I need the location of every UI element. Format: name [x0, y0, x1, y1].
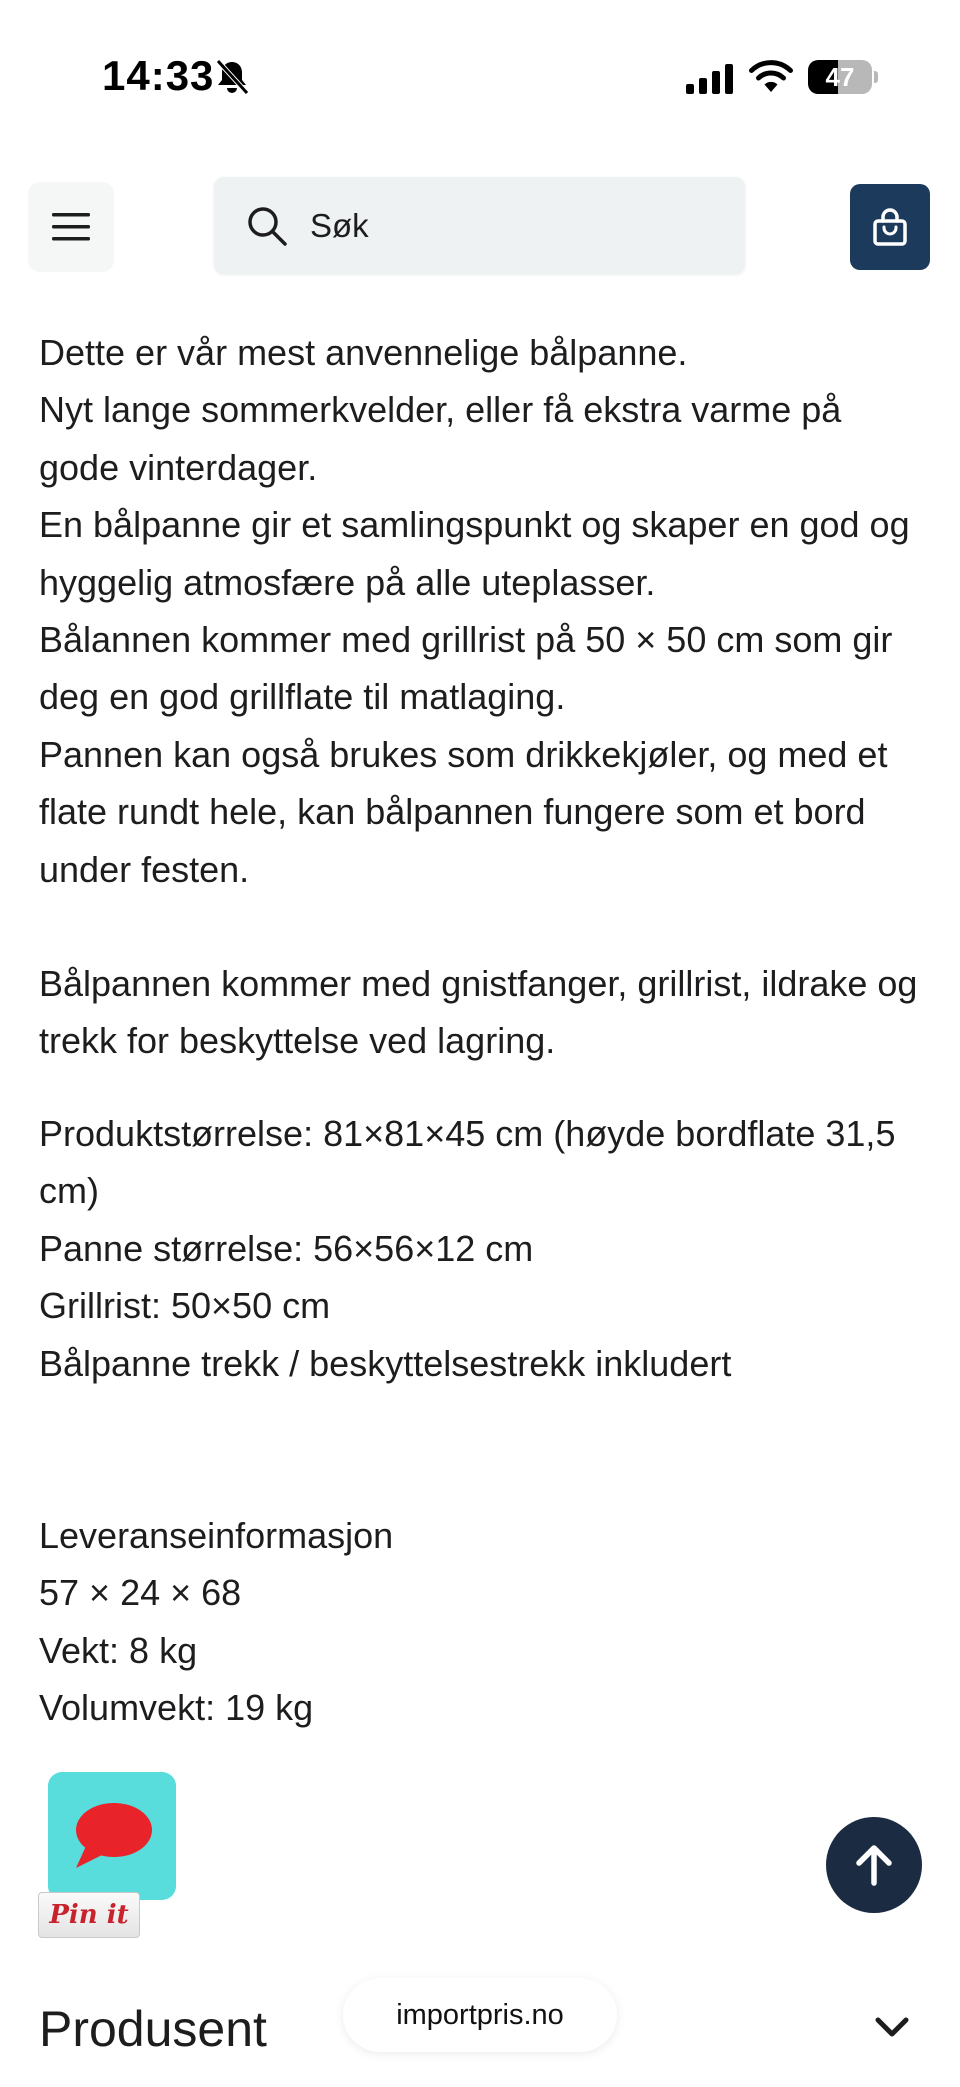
status-time: 14:33	[102, 52, 215, 99]
arrow-up-icon	[854, 1843, 894, 1887]
cart-button[interactable]	[850, 184, 930, 270]
spec-line: Produktstørrelse: 81×81×45 cm (høyde bordflate 31,5 cm)	[39, 1112, 896, 1212]
cellular-signal-icon	[686, 64, 734, 94]
chat-widget-button[interactable]	[48, 1772, 176, 1900]
hamburger-menu-icon	[52, 211, 90, 243]
search-input[interactable]	[310, 177, 710, 274]
delivery-info	[39, 1507, 929, 1737]
battery-cap	[874, 71, 878, 83]
product-description	[39, 324, 929, 1737]
chat-bubble-icon	[70, 1798, 154, 1874]
delivery-line: Leveranseinformasjon	[39, 1514, 394, 1556]
menu-button[interactable]	[28, 182, 114, 272]
spec-line: Panne størrelse: 56×56×12 cm	[39, 1227, 534, 1269]
spacer	[39, 898, 929, 955]
delivery-line: 57 × 24 × 68	[39, 1572, 242, 1614]
description-line: En bålpanne gir et samlingspunkt og skaper en god og hyggelig atmosfære på alle uteplasser.	[39, 504, 910, 603]
accordion-produsent-title[interactable]: Produsent	[39, 2001, 267, 2057]
description-line: Bålannen kommer med grillrist på 50 × 50 cm som gir deg en god grillflate til matlaging.	[39, 619, 893, 718]
spec-line: Bålpanne trekk / beskyttelsestrekk inkludert	[39, 1342, 732, 1384]
battery-level: 47	[825, 62, 855, 92]
bell-muted-icon	[214, 58, 250, 96]
shopping-bag-icon	[872, 207, 908, 247]
search-bar[interactable]	[214, 177, 745, 274]
battery-indicator	[808, 60, 878, 94]
description-line: Pannen kan også brukes som drikkekjøler, og med et flate rundt hele, kan bålpannen fungere som et bord under festen.	[39, 733, 888, 890]
browser-address-pill[interactable]: importpris.no	[343, 1978, 617, 2052]
pinterest-pin-button[interactable]: Pin it	[38, 1892, 140, 1938]
delivery-line: Vekt: 8 kg	[39, 1629, 198, 1671]
description-line: Nyt lange sommerkvelder, eller få ekstra varme på gode vinterdager.	[39, 389, 842, 488]
spacer	[39, 1070, 929, 1105]
chevron-down-icon[interactable]	[872, 2014, 912, 2042]
wifi-icon	[748, 58, 794, 94]
description-line: Dette er vår mest anvennelige bålpanne.	[39, 332, 688, 373]
spec-line: Grillrist: 50×50 cm	[39, 1285, 331, 1327]
status-bar	[0, 0, 960, 150]
spacer	[39, 1392, 929, 1507]
description-paragraph-1	[39, 324, 929, 898]
search-icon	[246, 205, 288, 247]
description-paragraph-2: Bålpannen kommer med gnistfanger, grillrist, ildrake og trekk for beskyttelse ved lagring.	[39, 963, 918, 1062]
scroll-to-top-button[interactable]	[826, 1817, 922, 1913]
delivery-line: Volumvekt: 19 kg	[39, 1687, 314, 1729]
product-specs	[39, 1105, 929, 1392]
